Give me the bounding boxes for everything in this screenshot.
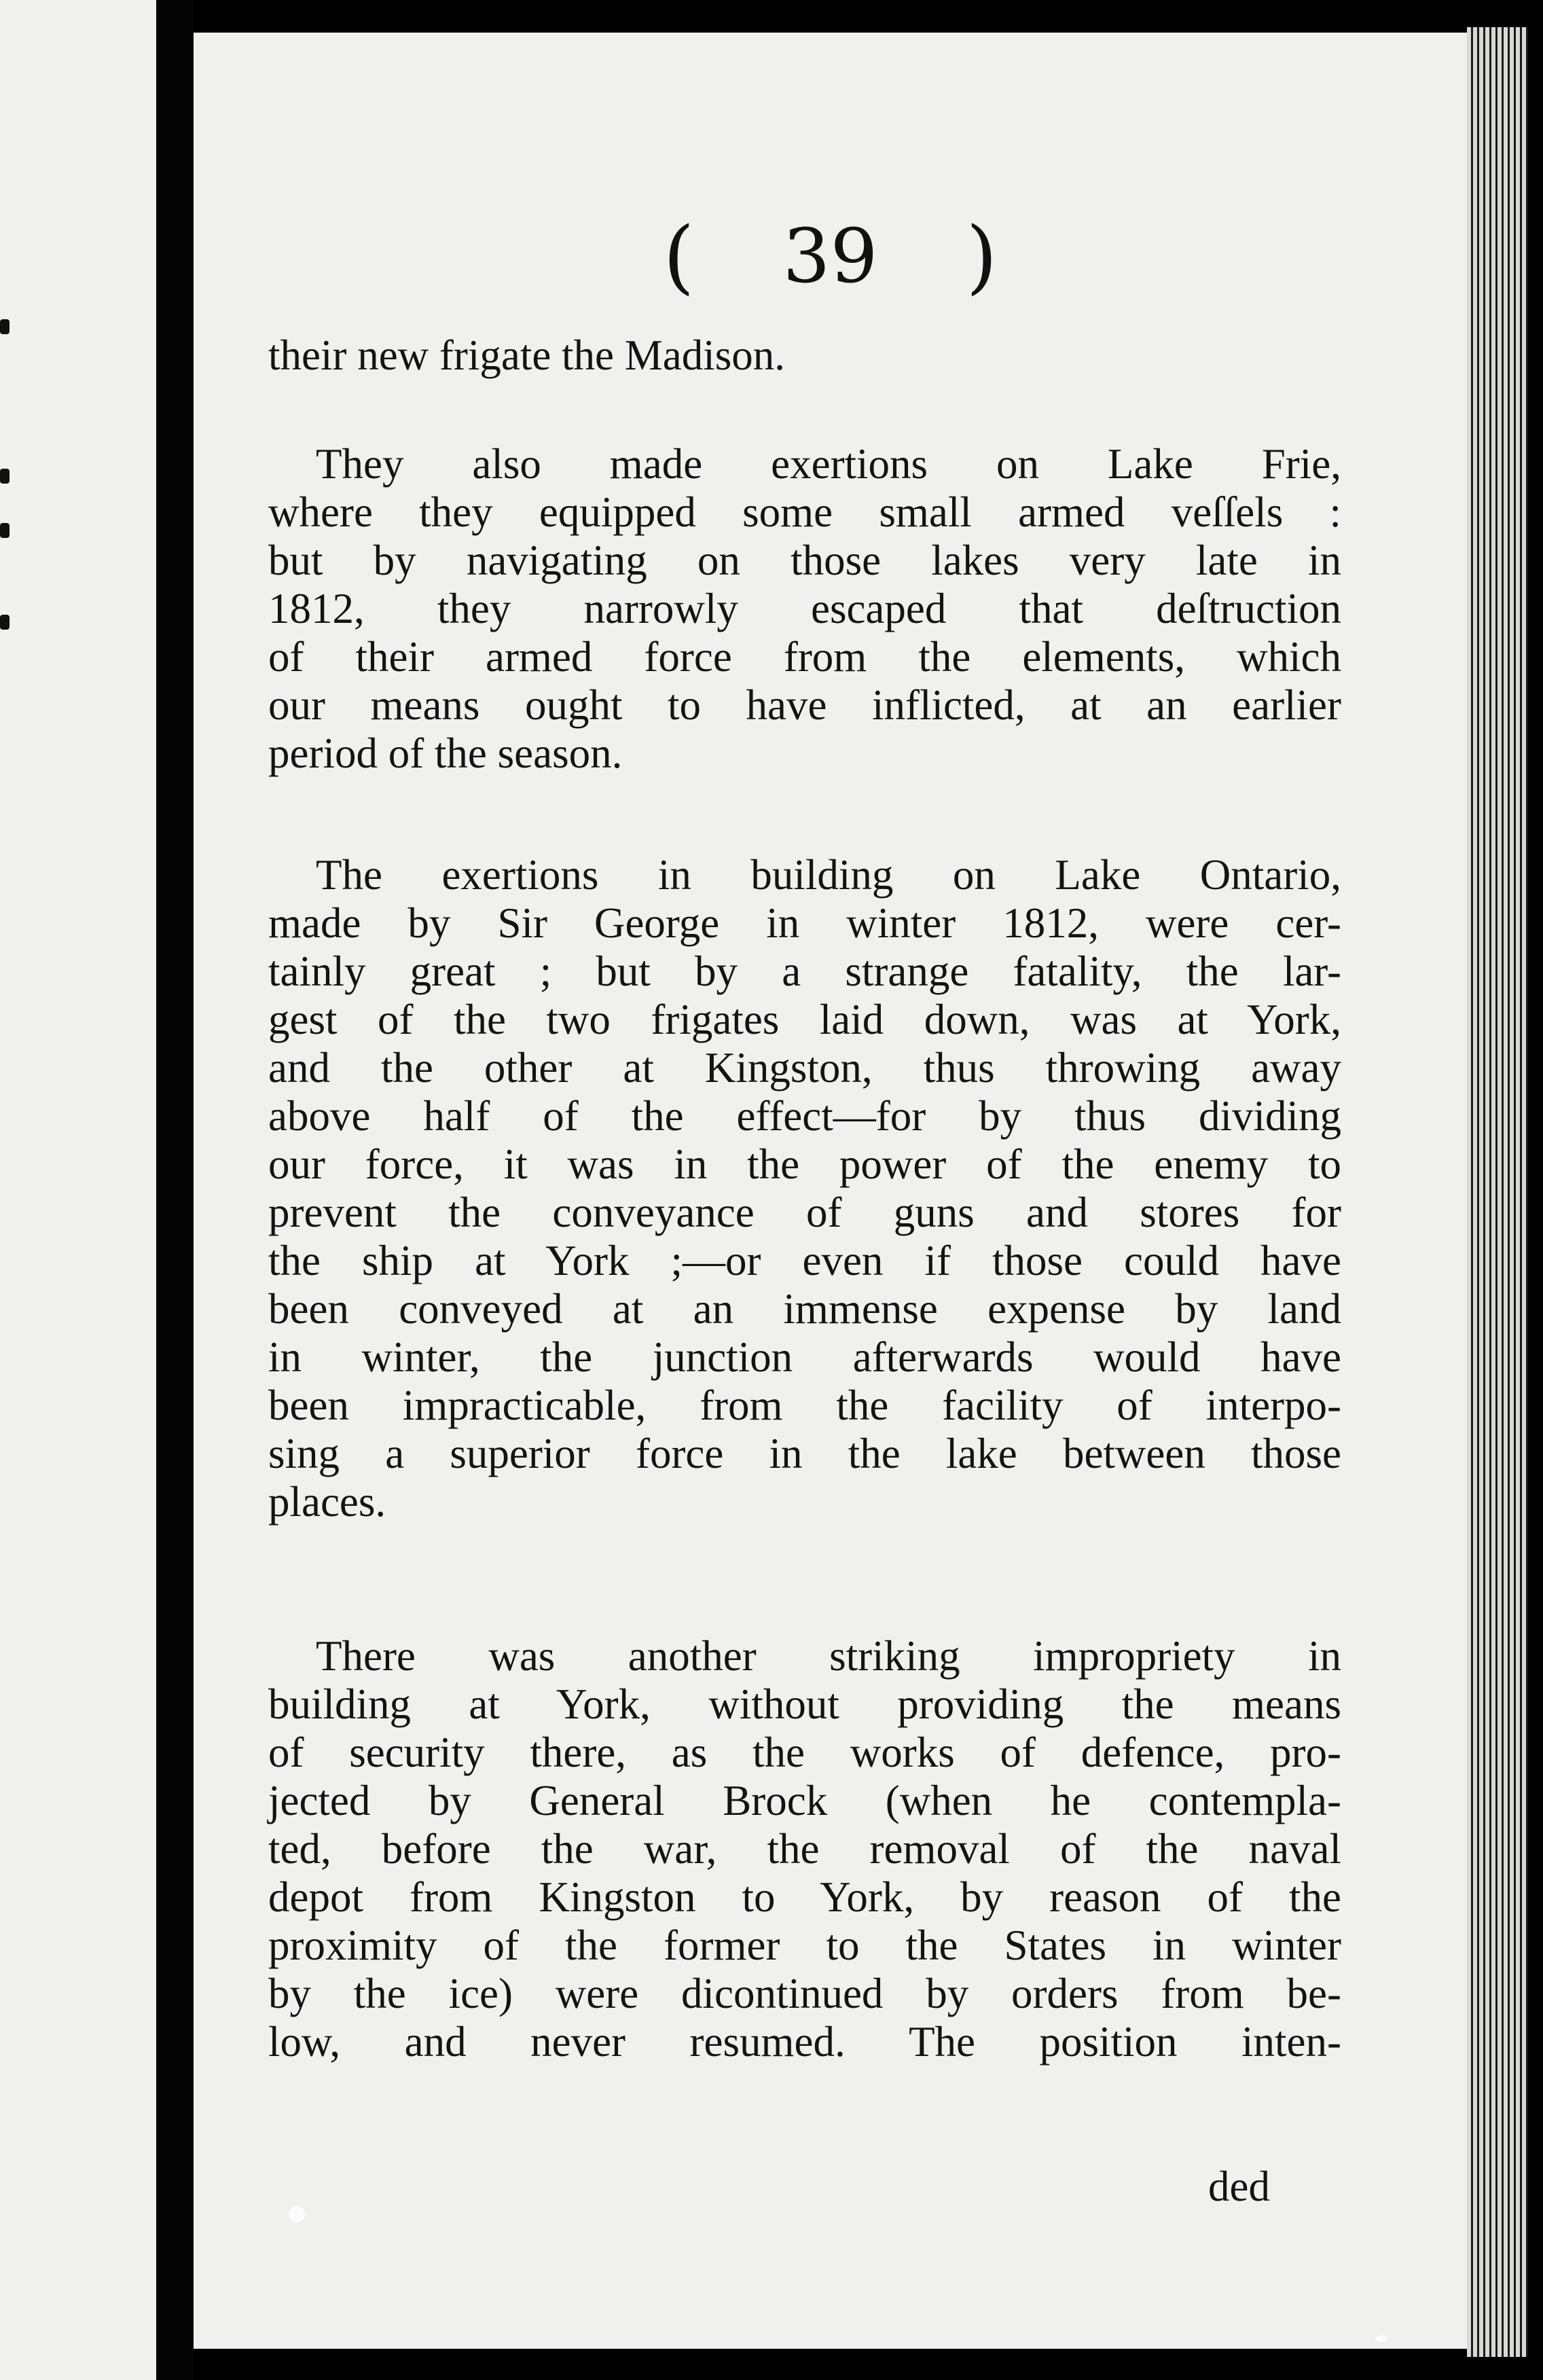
catchword: ded (1208, 2163, 1270, 2210)
text-line: proximity of the former to the States in winter (268, 1922, 1341, 1969)
paragraph-york (268, 1632, 1341, 2066)
text-line: prevent the conveyance of guns and stores for (268, 1189, 1341, 1236)
book-page (194, 33, 1467, 2349)
header-paren-close: ) (966, 209, 998, 303)
ink-mark (0, 319, 10, 334)
previous-page-edge (0, 0, 156, 2380)
paper-speck (289, 2206, 305, 2222)
text-line: 1812, they narrowly escaped that deſtruction (268, 585, 1341, 632)
page-header (194, 209, 1467, 303)
text-line: gest of the two frigates laid down, was at York, (268, 996, 1341, 1043)
ink-mark (0, 523, 10, 538)
text-line: but by navigating on those lakes very late in (268, 537, 1341, 584)
text-line: of their armed force from the elements, which (268, 633, 1341, 681)
text-line: in winter, the junction afterwards would have (268, 1333, 1341, 1381)
text-line: period of the season. (268, 729, 623, 777)
paragraph-continuation (268, 331, 1341, 380)
ink-mark (0, 469, 10, 484)
ink-mark (0, 615, 10, 630)
text-line: and the other at Kingston, thus throwing away (268, 1044, 1341, 1092)
text-line: their new frigate the Madison. (268, 331, 786, 379)
text-line: jected by General Brock (when he contempla- (268, 1777, 1341, 1824)
text-line: been impracticable, from the facility of interpo- (268, 1382, 1341, 1429)
paragraph-lake-erie (268, 440, 1341, 778)
text-line: of security there, as the works of defence, pro- (268, 1729, 1341, 1776)
text-line: the ship at York ;—or even if those could have (268, 1237, 1341, 1284)
text-line: places. (268, 1478, 386, 1526)
text-line: our means ought to have inflicted, at an earlier (268, 681, 1341, 729)
text-line: There was another striking impropriety in (316, 1632, 1341, 1680)
text-line: been conveyed at an immense expense by land (268, 1285, 1341, 1333)
text-line: depot from Kingston to York, by reason of the (268, 1873, 1341, 1921)
page-number: 39 (782, 213, 878, 300)
text-line: made by Sir George in winter 1812, were cer- (268, 899, 1341, 947)
text-line: our force, it was in the power of the enemy to (268, 1140, 1341, 1188)
text-line: where they equipped some small armed veſſels : (268, 488, 1341, 536)
text-line: ted, before the war, the removal of the naval (268, 1825, 1341, 1873)
text-line: low, and never resumed. The position inten- (268, 2018, 1341, 2066)
paragraph-lake-ontario (268, 851, 1341, 1526)
text-line: sing a superior force in the lake between those (268, 1430, 1341, 1477)
header-paren-open: ( (663, 209, 695, 303)
page-stack-edge (1467, 27, 1528, 2357)
text-line: They also made exertions on Lake Frie, (316, 440, 1341, 488)
text-line: The exertions in building on Lake Ontario, (316, 851, 1341, 899)
paper-speck (1375, 2335, 1387, 2342)
text-line: above half of the effect—for by thus dividing (268, 1092, 1341, 1140)
text-line: by the ice) were dicontinued by orders from be- (268, 1970, 1341, 2017)
book-gutter (156, 0, 194, 2380)
text-line: tainly great ; but by a strange fatality, the lar- (268, 948, 1341, 995)
text-line: building at York, without providing the means (268, 1680, 1341, 1728)
